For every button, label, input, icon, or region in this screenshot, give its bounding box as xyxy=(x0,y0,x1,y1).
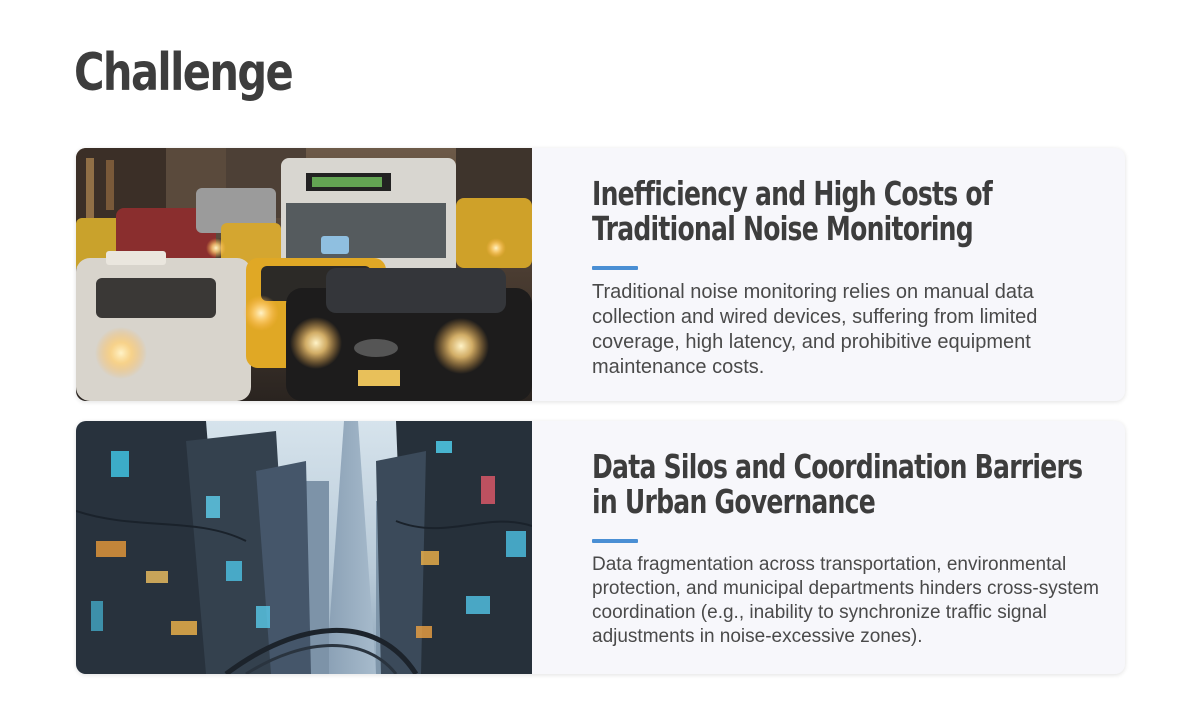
page-title: Challenge xyxy=(74,43,293,103)
challenge-card-2 xyxy=(76,421,1125,674)
city-traffic-photo xyxy=(76,148,532,401)
card-1-text xyxy=(592,176,1112,380)
card-1-heading: Inefficiency and High Costs of Traditional Noise Monitoring xyxy=(592,174,993,248)
challenge-card-1 xyxy=(76,148,1125,401)
card-2-body: Data fragmentation across transportation, environmental protection, and municipal departments hinders cross-system coordination (e.g., inability to synchronize traffic signal adjustments in noise-excessive zones). xyxy=(592,554,1099,647)
dense-city-data-photo xyxy=(76,421,532,674)
accent-bar xyxy=(592,539,638,543)
accent-bar xyxy=(592,266,638,270)
card-2-text xyxy=(592,449,1112,649)
card-2-heading: Data Silos and Coordination Barriers in Urban Governance xyxy=(592,447,1083,521)
card-1-body: Traditional noise monitoring relies on manual data collection and wired devices, suffering from limited coverage, high latency, and prohibitive equipment maintenance costs. xyxy=(592,281,1038,378)
